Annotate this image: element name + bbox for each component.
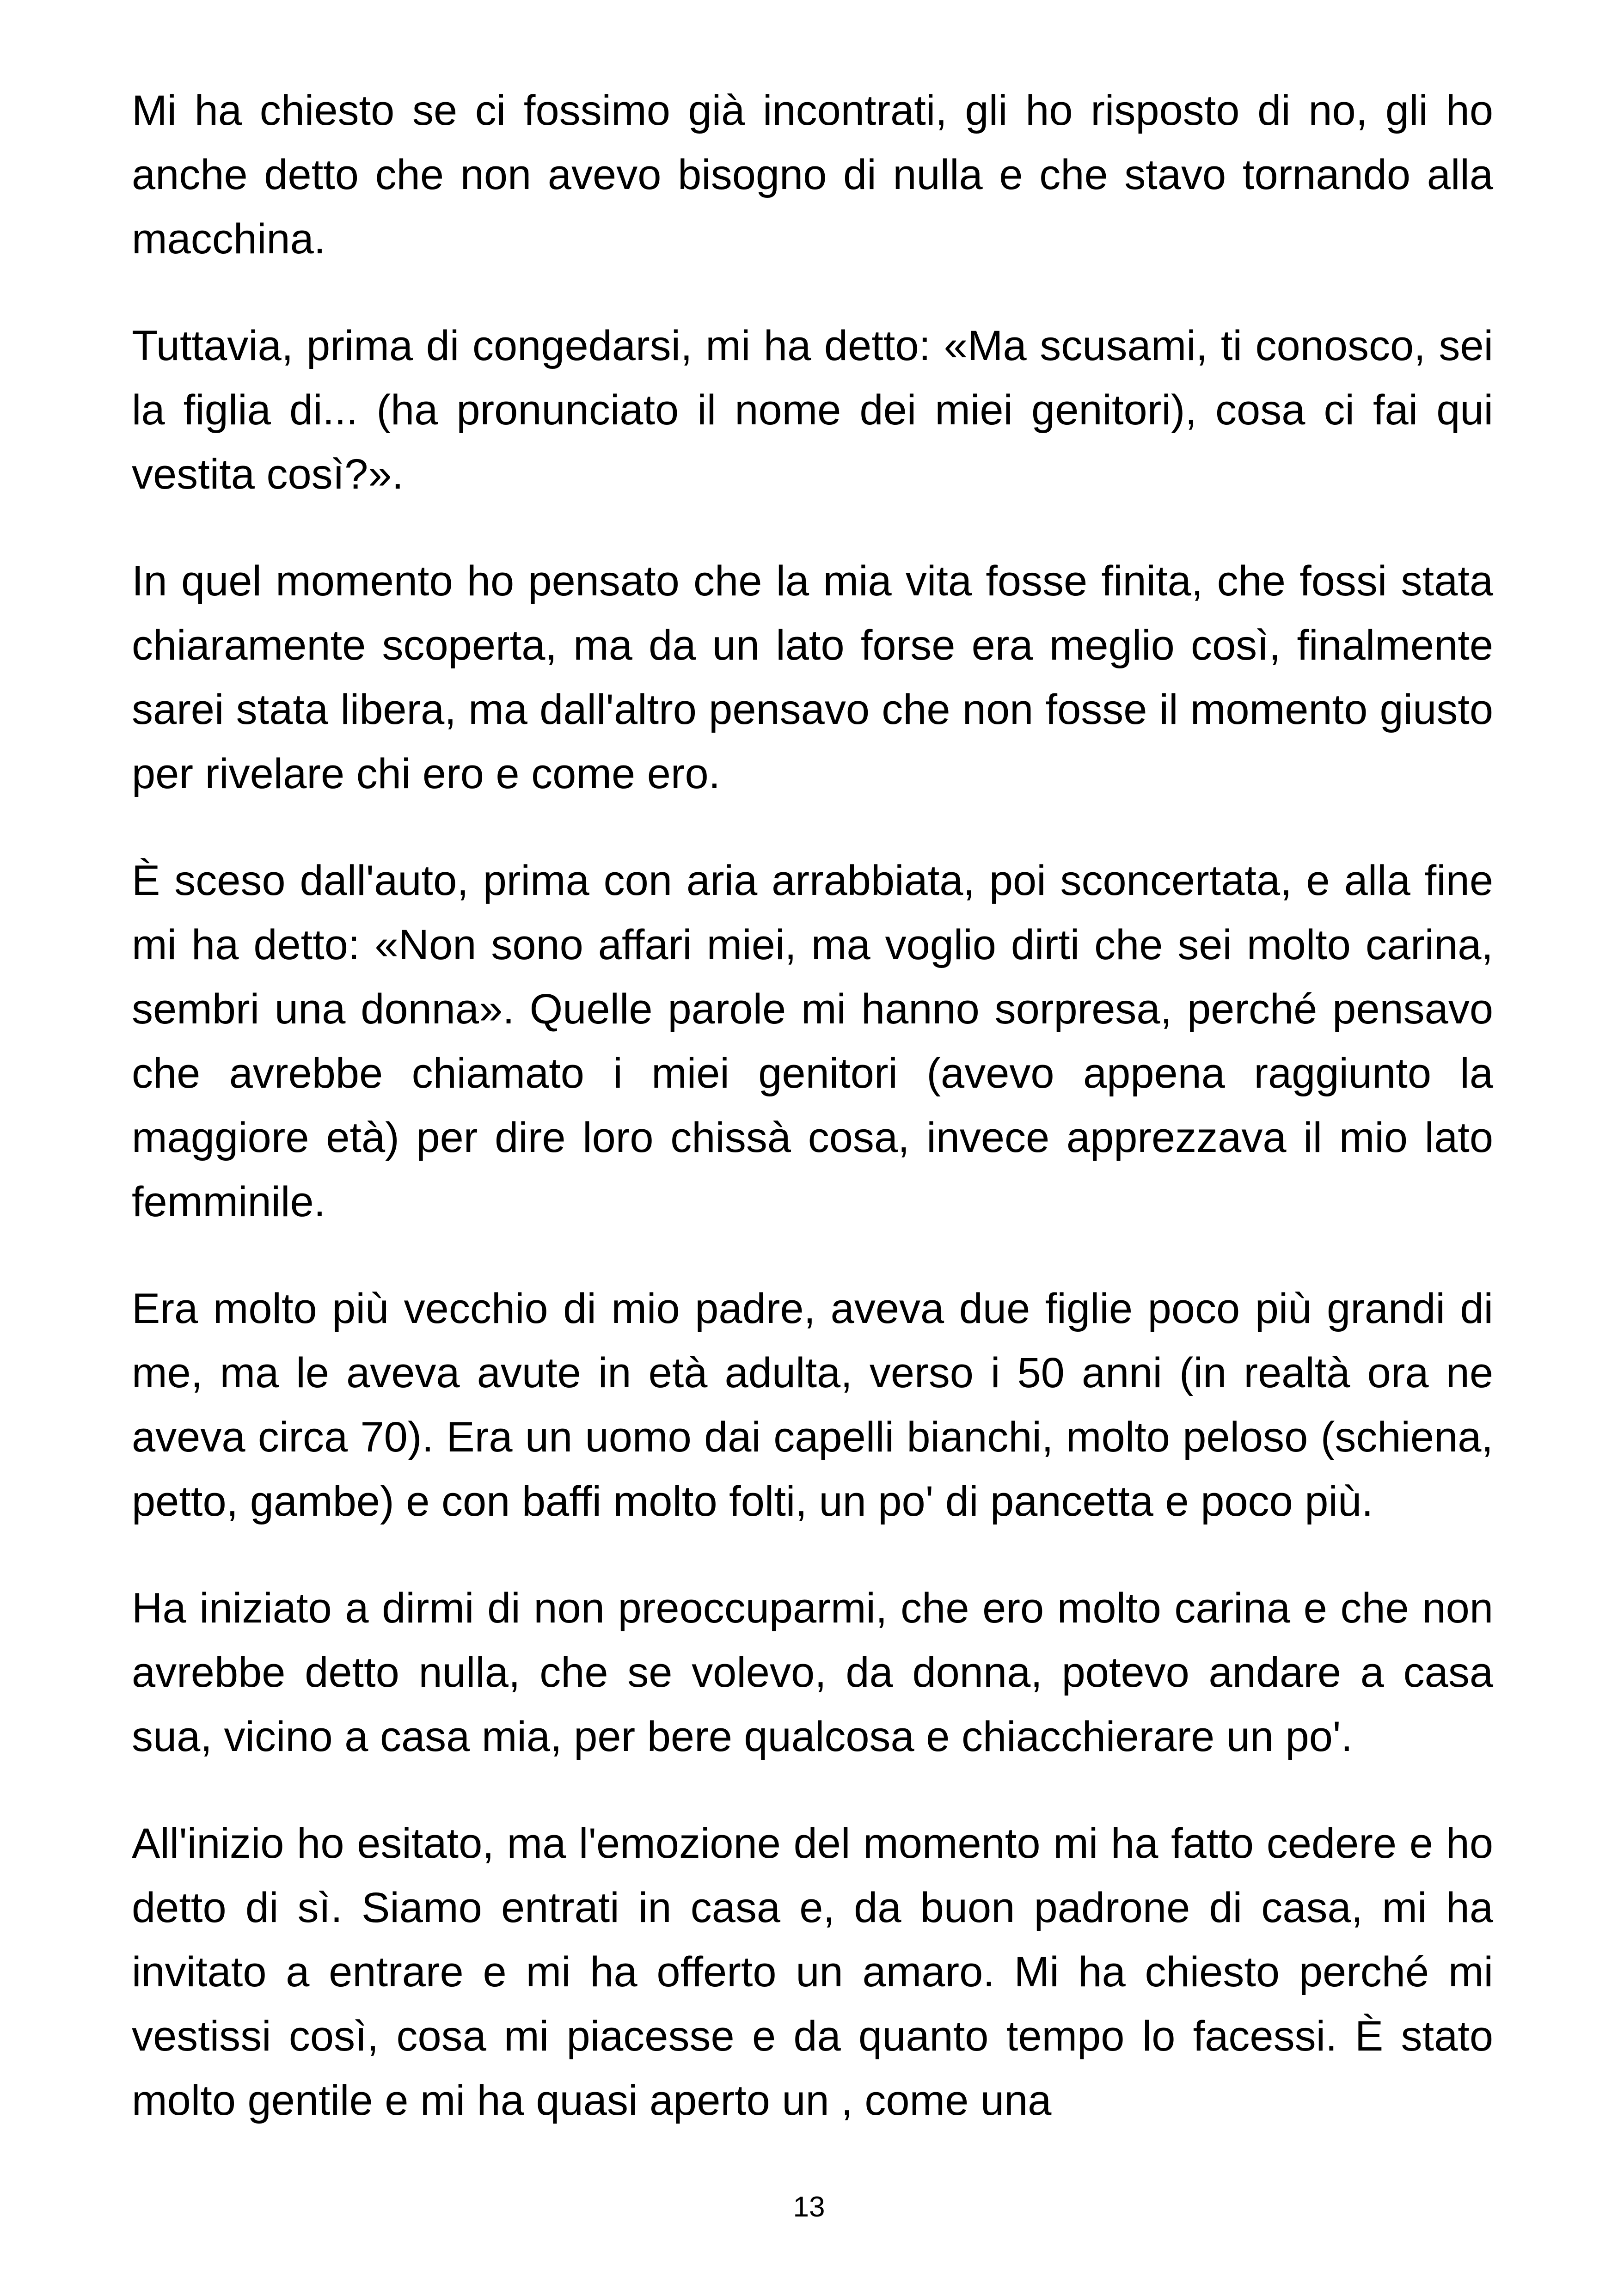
paragraph-3: In quel momento ho pensato che la mia vita fosse finita, che fossi stata chiaramente scoperta, ma da un lato forse era meglio così, finalmente sarei stata libera, ma dall'altro pensavo che non fosse il momento giusto per rivelare chi ero e come ero. [132,557,1493,797]
document-page [132,79,1493,2133]
paragraph-7: All'inizio ho esitato, ma l'emozione del momento mi ha fatto cedere e ho detto di sì. Siamo entrati in casa e, da buon padrone di casa, mi ha invitato a entrare e mi ha offerto un amaro. Mi ha chiesto perché mi vestissi così, cosa mi piacesse e da quanto tempo lo facessi. È stato molto gentile e mi ha quasi aperto un , come una [132,1820,1493,2124]
paragraph-6: Ha iniziato a dirmi di non preoccuparmi, che ero molto carina e che non avrebbe detto nulla, che se volevo, da donna, potevo andare a casa sua, vicino a casa mia, per bere qualcosa e chiacchierare un po'. [132,1585,1493,1760]
paragraph-5: Era molto più vecchio di mio padre, aveva due figlie poco più grandi di me, ma le aveva avute in età adulta, verso i 50 anni (in realtà ora ne aveva circa 70). Era un uomo dai capelli bianchi, molto peloso (schiena, petto, gambe) e con baffi molto folti, un po' di pancetta e poco più. [132,1285,1493,1525]
paragraph-2: Tuttavia, prima di congedarsi, mi ha detto: «Ma scusami, ti conosco, sei la figlia di... (ha pronunciato il nome dei miei genitori), cosa ci fai qui vestita così?». [132,322,1493,498]
page-number: 13 [793,2191,825,2223]
paragraph-1: Mi ha chiesto se ci fossimo già incontrati, gli ho risposto di no, gli ho anche detto che non avevo bisogno di nulla e che stavo tornando alla macchina. [132,87,1493,263]
paragraph-4: È sceso dall'auto, prima con aria arrabbiata, poi sconcertata, e alla fine mi ha detto: «Non sono affari miei, ma voglio dirti che sei molto carina, sembri una donna». Quelle parole mi hanno sorpresa, perché pensavo che avrebbe chiamato i miei genitori (avevo appena raggiunto la maggiore età) per dire loro chissà cosa, invece apprezzava il mio lato femminile. [132,857,1493,1225]
